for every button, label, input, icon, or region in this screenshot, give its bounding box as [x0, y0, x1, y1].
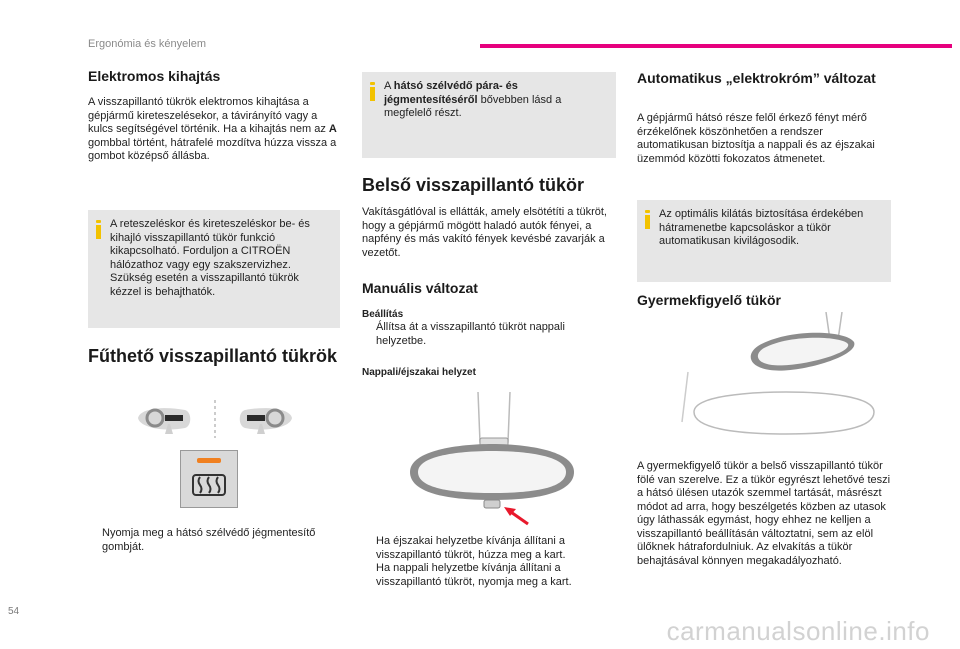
subheading-nappali-ejszakai: Nappali/éjszakai helyzet	[362, 367, 476, 378]
bullet-text: Ha éjszakai helyzetbe kívánja állítani a visszapillantó tükröt, húzza meg a kart.	[376, 535, 566, 561]
subheading-beallitas: Beállítás	[362, 309, 404, 320]
bullet-marker	[362, 535, 376, 562]
info-note-reteszeles	[88, 210, 340, 328]
paragraph-elektromos-part1: A visszapillantó tükrök elektromos kihajtása a gépjármű kireteszelésekor, a távirányító vagy a kulcs segítségével történik. Ha a kihajtás nem az	[88, 96, 329, 135]
watermark: carmanualsonline.info	[666, 616, 930, 646]
paragraph-elektrokrom: A gépjármű hátsó része felől érkező fényt mérő érzékelőnek köszönhetően a rendszer automatikusan biztosítja a nappali és az éjszakai üzemmód közötti fokozatos átmenetet.	[637, 112, 875, 165]
paragraph-elektromos	[88, 96, 340, 164]
heading-gyermekfigyelo: Gyermekfigyelő tükör	[637, 292, 781, 308]
heading-elektromos-kihajtas: Elektromos kihajtás	[88, 68, 221, 84]
button-a-label: A	[328, 123, 337, 135]
defrost-button[interactable]	[180, 450, 238, 508]
bullet-jegmentesito	[88, 527, 340, 554]
info-icon	[96, 220, 102, 239]
header-accent-bar	[480, 44, 952, 48]
bullet-beallitas	[362, 321, 616, 348]
bullet-text: Állítsa át a visszapillantó tükröt nappali helyzetbe.	[376, 321, 565, 347]
child-mirror-illustration	[678, 312, 878, 442]
info-note-szelvedo	[362, 72, 616, 158]
paragraph-gyermekfigyelo: A gyermekfigyelő tükör a belső visszapillantó tükör fölé van szerelve. Ez a tükör egyrészt lehetővé teszi a hátsó ülésen utazók szemmel tartását, másrészt módot ad arra, hogy beszélgetés közben az utasok úgy láthassák egymást, hogy ehhez ne kelljen a visszapillantó beállításán változtatni, sem az elöl ülőknek hátrafordulniuk. Az elvakítás a tükör behajtásával könnyen megakadályozható.	[637, 460, 891, 567]
bullet-marker	[362, 562, 376, 589]
note-part1: A	[384, 80, 394, 92]
bullet-nappali	[362, 562, 616, 589]
note-text: A reteszeléskor és kireteszeléskor be- és kihajló visszapillantó tükör funkció kikapcsolható. Forduljon a CITROËN hálózathoz vagy egy szakszervizhez. Szükség esetén a visszapillantó tükrök kézzel is behajthatók.	[110, 218, 310, 298]
paragraph-elektromos-part2: gombbal történt, hátrafelé mozdítva húzza vissza a gombot középső állásba.	[88, 136, 337, 162]
page-number: 54	[8, 606, 20, 617]
info-icon	[370, 82, 376, 101]
rear-defrost-icon	[191, 471, 227, 499]
note-text: Az optimális kilátás biztosítása érdekében hátramenetbe kapcsoláskor a tükör automatikusan kivilágosodik.	[659, 208, 864, 247]
heated-mirror-illustration	[130, 398, 300, 440]
heading-futheto: Fűthető visszapillantó tükrök	[88, 346, 338, 366]
info-icon	[645, 210, 651, 229]
note-bold-ref: hátsó szélvédő pára- és jégmentesítéséről	[384, 80, 518, 106]
note-text	[384, 80, 606, 121]
rearview-mirror-illustration	[400, 392, 585, 528]
defrost-indicator-led	[197, 458, 221, 463]
info-note-kilatas	[637, 200, 891, 282]
paragraph-belso: Vakításgátlóval is ellátták, amely elsötétíti a tükröt, hogy a gépjármű mögött haladó autók fényei, a napfény és más vakító fények kevésbé zavarják a vezetőt.	[362, 206, 607, 259]
heading-manualis: Manuális változat	[362, 280, 478, 296]
note-part2: bővebben lásd a megfelelő részt.	[384, 93, 562, 119]
bullet-text: Ha nappali helyzetbe kívánja állítani a visszapillantó tükröt, nyomja meg a kart.	[376, 562, 572, 588]
bullet-ejszakai	[362, 535, 616, 562]
bullet-marker	[362, 321, 376, 348]
heading-belso-tukor: Belső visszapillantó tükör	[362, 175, 585, 195]
heading-elektrokrom: Automatikus „elektrokróm” változat	[637, 70, 876, 86]
bullet-text: Nyomja meg a hátsó szélvédő jégmentesítő gombját.	[102, 527, 316, 553]
header-title: Ergonómia és kényelem	[88, 38, 207, 50]
bullet-marker	[88, 527, 102, 554]
